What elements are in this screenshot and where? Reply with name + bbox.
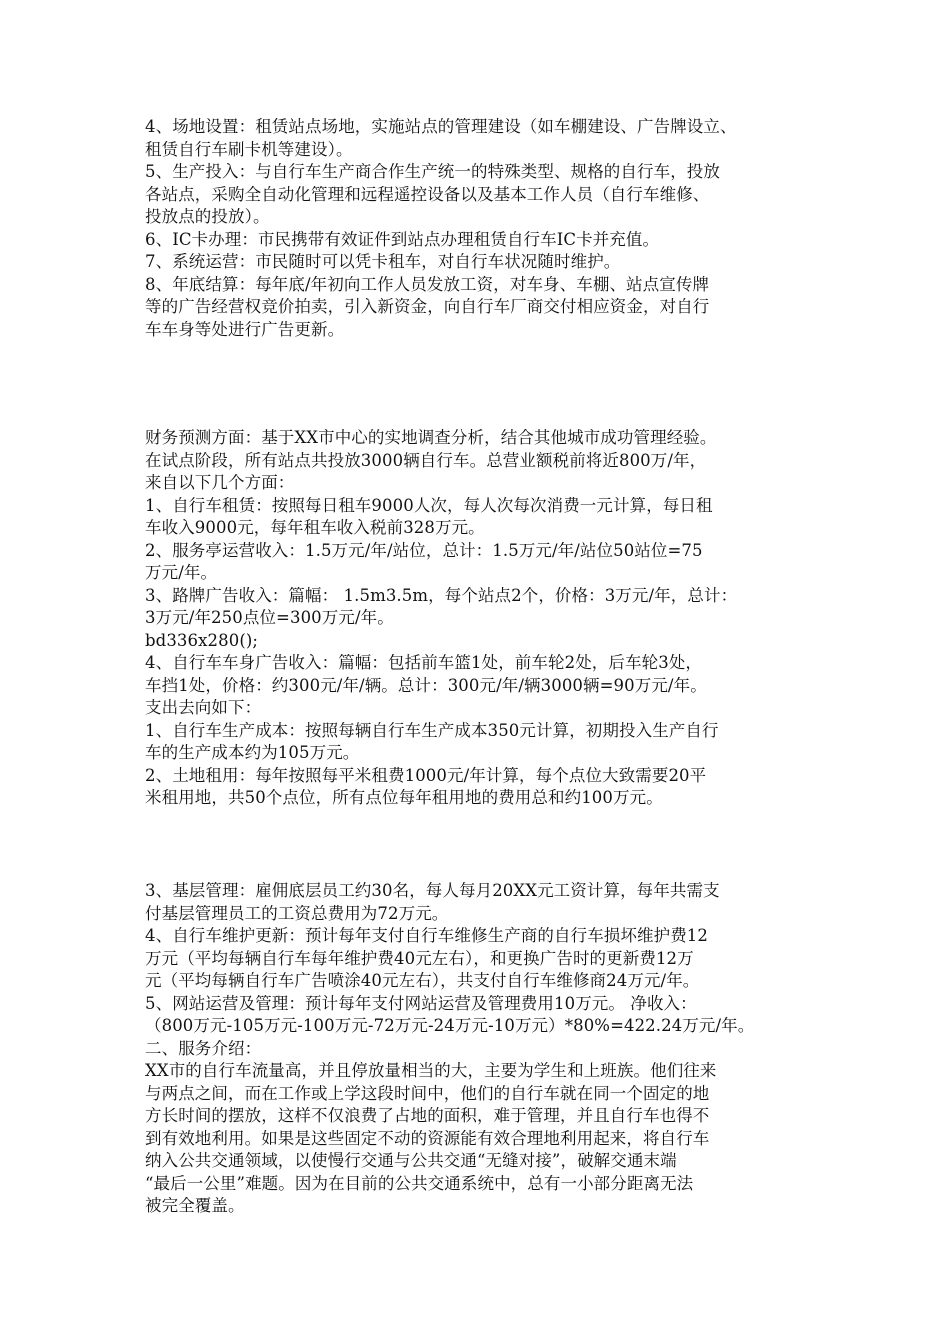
text-line: 4、场地设置：租赁站点场地，实施站点的管理建设（如车棚建设、广告牌设立、 bbox=[145, 117, 737, 136]
text-line: 被完全覆盖。 bbox=[145, 1196, 245, 1215]
text-line: 车挡1处，价格：约300元/年/辆。总计：300元/年/辆3000辆=90万元/年。 bbox=[145, 675, 707, 695]
text-line: 5、网站运营及管理：预计每年支付网站运营及管理费用10万元。 净收入： bbox=[145, 993, 697, 1013]
text-line: 5、生产投入：与自行车生产商合作生产统一的特殊类型、规格的自行车，投放 bbox=[145, 162, 720, 181]
text-line: 1、自行车租赁：按照每日租车9000人次，每人次每次消费一元计算，每日租 bbox=[145, 495, 713, 515]
section-operation-steps bbox=[145, 116, 825, 341]
text-line: 3、路牌广告收入：篇幅： 1.5m3.5m，每个站点2个，价格：3万元/年，总计： bbox=[145, 585, 738, 605]
text-line: 支出去向如下： bbox=[145, 698, 262, 717]
text-line: 纳入公共交通领域，以使慢行交通与公共交通“无缝对接”，破解交通末端 bbox=[145, 1151, 677, 1170]
text-line: 二、服务介绍： bbox=[145, 1038, 262, 1058]
text-line: 在试点阶段，所有站点共投放3000辆自行车。总营业额税前将近800万/年， bbox=[145, 450, 707, 470]
text-line: 8、年底结算：每年底/年初向工作人员发放工资，对车身、车棚、站点宣传牌 bbox=[145, 274, 710, 294]
text-line: 财务预测方面：基于XX市中心的实地调查分析，结合其他城市成功管理经验。 bbox=[145, 428, 717, 447]
text-line: 租赁自行车刷卡机等建设）。 bbox=[145, 139, 353, 159]
text-line: 4、自行车维护更新：预计每年支付自行车维修生产商的自行车损坏维护费12 bbox=[145, 926, 708, 945]
text-line: 万元/年。 bbox=[145, 563, 218, 582]
text-line: 2、服务亭运营收入：1.5万元/年/站位，总计：1.5万元/年/站位50站位=75 bbox=[145, 540, 703, 560]
section-expenses-and-services bbox=[145, 880, 825, 1218]
text-line: 等的广告经营权竞价拍卖，引入新资金，向自行车厂商交付相应资金，对自行 bbox=[145, 297, 710, 316]
text-line: 与两点之间，而在工作或上学这段时间中，他们的自行车就在同一个固定的地 bbox=[145, 1083, 710, 1103]
text-line: 车的生产成本约为105万元。 bbox=[145, 743, 360, 762]
text-line: 车车身等处进行广告更新。 bbox=[145, 319, 345, 339]
text-line: 付基层管理员工的工资总费用为72万元。 bbox=[145, 903, 449, 923]
text-line: 6、IC卡办理：市民携带有效证件到站点办理租赁自行车IC卡并充值。 bbox=[145, 229, 660, 249]
text-line: （800万元-105万元-100万元-72万元-24万元-10万元）*80%=422.24万元/年。 bbox=[145, 1016, 755, 1035]
section-financial-forecast bbox=[145, 427, 825, 810]
text-line: 万元（平均每辆自行车每年维护费40元左右），和更换广告时的更新费12万 bbox=[145, 948, 694, 968]
text-line: 各站点，采购全自动化管理和远程遥控设备以及基本工作人员（自行车维修、 bbox=[145, 184, 710, 204]
text-line: 方长时间的摆放，这样不仅浪费了占地的面积，难于管理，并且自行车也得不 bbox=[145, 1106, 710, 1125]
text-line: 元（平均每辆自行车广告喷涂40元左右），共支付自行车维修商24万元/年。 bbox=[145, 971, 700, 990]
text-line: 3、基层管理：雇佣底层员工约30名，每人每月20XX元工资计算，每年共需支 bbox=[145, 881, 720, 900]
text-line: 到有效地利用。如果是这些固定不动的资源能有效合理地利用起来，将自行车 bbox=[145, 1128, 710, 1148]
text-line: 1、自行车生产成本：按照每辆自行车生产成本350元计算，初期投入生产自行 bbox=[145, 720, 719, 740]
text-line: 4、自行车车身广告收入：篇幅：包括前车篮1处，前车轮2处，后车轮3处， bbox=[145, 653, 702, 672]
text-line: 7、系统运营：市民随时可以凭卡租车，对自行车状况随时维护。 bbox=[145, 252, 621, 271]
text-line: 投放点的投放）。 bbox=[145, 207, 270, 226]
text-line: XX市的自行车流量高，并且停放量相当的大，主要为学生和上班族。他们往来 bbox=[145, 1061, 717, 1080]
text-line: 米租用地，共50个点位，所有点位每年租用地的费用总和约100万元。 bbox=[145, 788, 663, 807]
text-line: 车收入9000元，每年租车收入税前328万元。 bbox=[145, 518, 485, 537]
text-line: 来自以下几个方面： bbox=[145, 473, 295, 492]
text-line: 2、土地租用：每年按照每平米租费1000元/年计算，每个点位大致需要20平 bbox=[145, 765, 707, 785]
text-line: “最后一公里”难题。因为在目前的公共交通系统中，总有一小部分距离无法 bbox=[145, 1173, 694, 1193]
text-line: bd336x280(); bbox=[145, 630, 259, 650]
text-line: 3万元/年250点位=300万元/年。 bbox=[145, 608, 394, 627]
